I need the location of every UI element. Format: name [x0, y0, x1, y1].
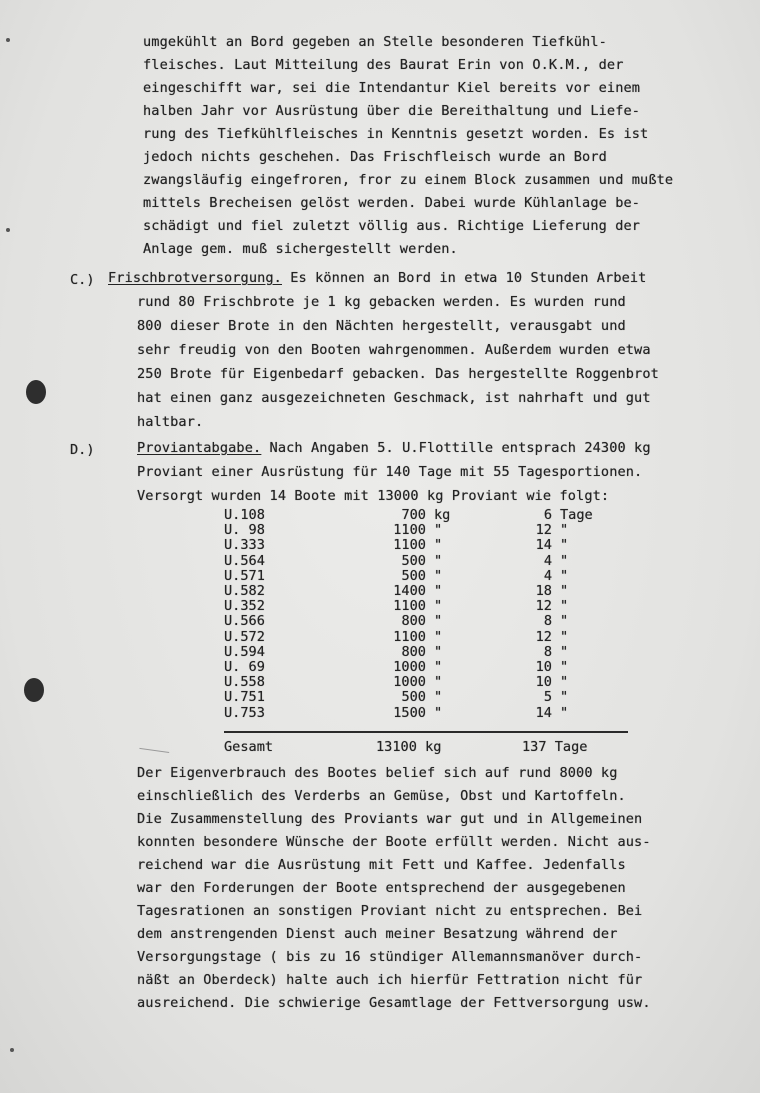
- total-label: Gesamt: [224, 739, 274, 755]
- closing-line: Versorgungstage ( bis zu 16 stündiger Allemannsmanöver durch-: [137, 949, 643, 965]
- boat-cell: U.594: [224, 643, 265, 660]
- days-cell: 4: [543, 552, 552, 569]
- section-c-line: hat einen ganz ausgezeichneten Geschmack, ist nahrhaft und gut: [137, 390, 651, 406]
- days-cell: 8: [543, 613, 552, 630]
- table-row: [224, 706, 620, 721]
- days-unit-cell: ": [560, 552, 569, 569]
- kg-unit-cell: ": [434, 537, 443, 554]
- table-row: [224, 569, 620, 584]
- intro-line: Anlage gem. muß sichergestellt werden.: [143, 241, 458, 257]
- margin-speck: [6, 38, 10, 42]
- section-c-line: sehr freudig von den Booten wahrgenommen. Außerdem wurden etwa: [137, 342, 651, 358]
- section-c-first-line-text: Es können an Bord in etwa 10 Stunden Arbeit: [281, 270, 647, 286]
- kg-unit-cell: ": [434, 598, 443, 615]
- section-d-first-line-text: Nach Angaben 5. U.Flottille entsprach 24300 kg: [261, 440, 651, 456]
- boat-cell: U. 98: [224, 522, 265, 539]
- days-cell: 10: [535, 674, 552, 691]
- section-d-marker: D.): [70, 442, 95, 458]
- table-row: [224, 645, 620, 660]
- kg-unit-cell: ": [434, 552, 443, 569]
- closing-line: dem anstrengenden Dienst auch meiner Besatzung während der: [137, 926, 618, 942]
- days-unit-cell: ": [560, 522, 569, 539]
- days-unit-cell: ": [560, 567, 569, 584]
- days-cell: 5: [543, 689, 552, 706]
- kg-unit-cell: ": [434, 704, 443, 721]
- intro-line: eingeschifft war, sei die Intendantur Kiel bereits vor einem: [143, 80, 641, 96]
- table-row: [224, 675, 620, 690]
- table-row: [224, 584, 620, 599]
- closing-line: reichend war die Ausrüstung mit Fett und Kaffee. Jedenfalls: [137, 857, 626, 873]
- boat-cell: U.566: [224, 613, 265, 630]
- days-cell: 6: [543, 507, 552, 523]
- boat-cell: U.582: [224, 583, 265, 600]
- kg-cell: 1100: [393, 537, 426, 554]
- intro-line: rung des Tiefkühlfleisches in Kenntnis gesetzt worden. Es ist: [143, 126, 649, 142]
- kg-unit-cell: ": [434, 613, 443, 630]
- intro-line: halben Jahr vor Ausrüstung über die Bereithaltung und Liefe-: [143, 103, 641, 119]
- kg-unit-cell: ": [434, 659, 443, 676]
- total-days: 137 Tage: [522, 739, 588, 755]
- boat-cell: U.352: [224, 598, 265, 615]
- intro-line: mittels Brecheisen gelöst werden. Dabei wurde Kühlanlage be-: [143, 195, 641, 211]
- table-row: [224, 554, 620, 569]
- boat-cell: U.751: [224, 689, 265, 706]
- kg-unit-cell: ": [434, 583, 443, 600]
- days-unit-cell: ": [560, 643, 569, 660]
- section-c-line: 800 dieser Brote in den Nächten hergestellt, verausgabt und: [137, 318, 626, 334]
- days-unit-cell: ": [560, 598, 569, 615]
- boat-cell: U.753: [224, 704, 265, 721]
- section-c-heading: Frischbrotversorgung.: [108, 270, 282, 286]
- intro-line: schädigt und fiel zuletzt völlig aus. Richtige Lieferung der: [143, 218, 641, 234]
- table-row: [224, 508, 620, 523]
- kg-cell: 800: [401, 613, 426, 630]
- kg-unit-cell: ": [434, 689, 443, 706]
- days-cell: 12: [535, 628, 552, 645]
- boat-cell: U.333: [224, 537, 265, 554]
- closing-line: einschließlich des Verderbs an Gemüse, Obst und Kartoffeln.: [137, 788, 626, 804]
- punch-hole-lower: [24, 678, 44, 702]
- days-unit-cell: ": [560, 628, 569, 645]
- days-unit-cell: ": [560, 613, 569, 630]
- table-row: [224, 599, 620, 614]
- section-d-first-line: [137, 438, 651, 458]
- kg-unit-cell: ": [434, 674, 443, 691]
- section-d-line: Versorgt wurden 14 Boote mit 13000 kg Proviant wie folgt:: [137, 488, 610, 504]
- closing-line: näßt an Oberdeck) halte auch ich hierfür Fettration nicht für: [137, 972, 643, 988]
- section-c-marker: C.): [70, 272, 95, 288]
- days-cell: 4: [543, 567, 552, 584]
- days-cell: 18: [535, 583, 552, 600]
- days-cell: 12: [535, 522, 552, 539]
- intro-line: zwangsläufig eingefroren, fror zu einem Block zusammen und mußte: [143, 172, 674, 188]
- boat-cell: U.564: [224, 552, 265, 569]
- kg-unit-cell: ": [434, 567, 443, 584]
- boat-cell: U. 69: [224, 659, 265, 676]
- intro-line: fleisches. Laut Mitteilung des Baurat Erin von O.K.M., der: [143, 57, 624, 73]
- days-unit-cell: Tage: [560, 507, 593, 523]
- kg-cell: 1100: [393, 628, 426, 645]
- closing-line: ausreichend. Die schwierige Gesamtlage der Fettversorgung usw.: [137, 995, 651, 1011]
- closing-line: Die Zusammenstellung des Proviants war gut und in Allgemeinen: [137, 811, 643, 827]
- kg-unit-cell: ": [434, 628, 443, 645]
- kg-cell: 700: [401, 507, 426, 523]
- table-total-rule: [224, 731, 628, 733]
- boat-cell: U.558: [224, 674, 265, 691]
- kg-cell: 500: [401, 689, 426, 706]
- kg-unit-cell: ": [434, 643, 443, 660]
- section-c-line: 250 Brote für Eigenbedarf gebacken. Das hergestellte Roggenbrot: [137, 366, 659, 382]
- section-c-line: rund 80 Frischbrote je 1 kg gebacken werden. Es wurden rund: [137, 294, 626, 310]
- kg-cell: 500: [401, 552, 426, 569]
- table-row: [224, 614, 620, 629]
- days-cell: 12: [535, 598, 552, 615]
- days-cell: 14: [535, 704, 552, 721]
- kg-cell: 500: [401, 567, 426, 584]
- kg-cell: 1400: [393, 583, 426, 600]
- punch-hole-upper: [26, 380, 46, 404]
- kg-cell: 1100: [393, 522, 426, 539]
- kg-cell: 1500: [393, 704, 426, 721]
- boat-cell: U.571: [224, 567, 265, 584]
- closing-line: war den Forderungen der Boote entsprechend der ausgegebenen: [137, 880, 626, 896]
- table-row: [224, 538, 620, 553]
- intro-line: umgekühlt an Bord gegeben an Stelle besonderen Tiefkühl-: [143, 34, 607, 50]
- total-kg: 13100 kg: [376, 739, 442, 755]
- days-cell: 14: [535, 537, 552, 554]
- section-c-first-line: [108, 268, 646, 288]
- section-d-line: Proviant einer Ausrüstung für 140 Tage mit 55 Tagesportionen.: [137, 464, 643, 480]
- kg-cell: 1100: [393, 598, 426, 615]
- kg-unit-cell: kg: [434, 507, 451, 523]
- closing-line: konnten besondere Wünsche der Boote erfüllt werden. Nicht aus-: [137, 834, 651, 850]
- kg-cell: 1000: [393, 659, 426, 676]
- table-row: [224, 660, 620, 675]
- days-unit-cell: ": [560, 583, 569, 600]
- kg-unit-cell: ": [434, 522, 443, 539]
- section-d-heading: Proviantabgabe.: [137, 440, 262, 456]
- pencil-mark: [139, 738, 170, 753]
- kg-cell: 1000: [393, 674, 426, 691]
- margin-speck: [10, 1048, 14, 1052]
- table-row: [224, 690, 620, 705]
- days-unit-cell: ": [560, 659, 569, 676]
- boat-cell: U.572: [224, 628, 265, 645]
- margin-speck: [6, 228, 10, 232]
- intro-line: jedoch nichts geschehen. Das Frischfleisch wurde an Bord: [143, 149, 607, 165]
- days-unit-cell: ": [560, 537, 569, 554]
- days-unit-cell: ": [560, 704, 569, 721]
- closing-line: Tagesrationen an sonstigen Proviant nicht zu entsprechen. Bei: [137, 903, 643, 919]
- boat-cell: U.108: [224, 507, 265, 523]
- kg-cell: 800: [401, 643, 426, 660]
- provision-table: [224, 508, 620, 721]
- table-row: [224, 630, 620, 645]
- closing-line: Der Eigenverbrauch des Bootes belief sich auf rund 8000 kg: [137, 765, 618, 781]
- table-row: [224, 523, 620, 538]
- days-cell: 10: [535, 659, 552, 676]
- section-c-line: haltbar.: [137, 414, 204, 430]
- days-unit-cell: ": [560, 689, 569, 706]
- days-cell: 8: [543, 643, 552, 660]
- days-unit-cell: ": [560, 674, 569, 691]
